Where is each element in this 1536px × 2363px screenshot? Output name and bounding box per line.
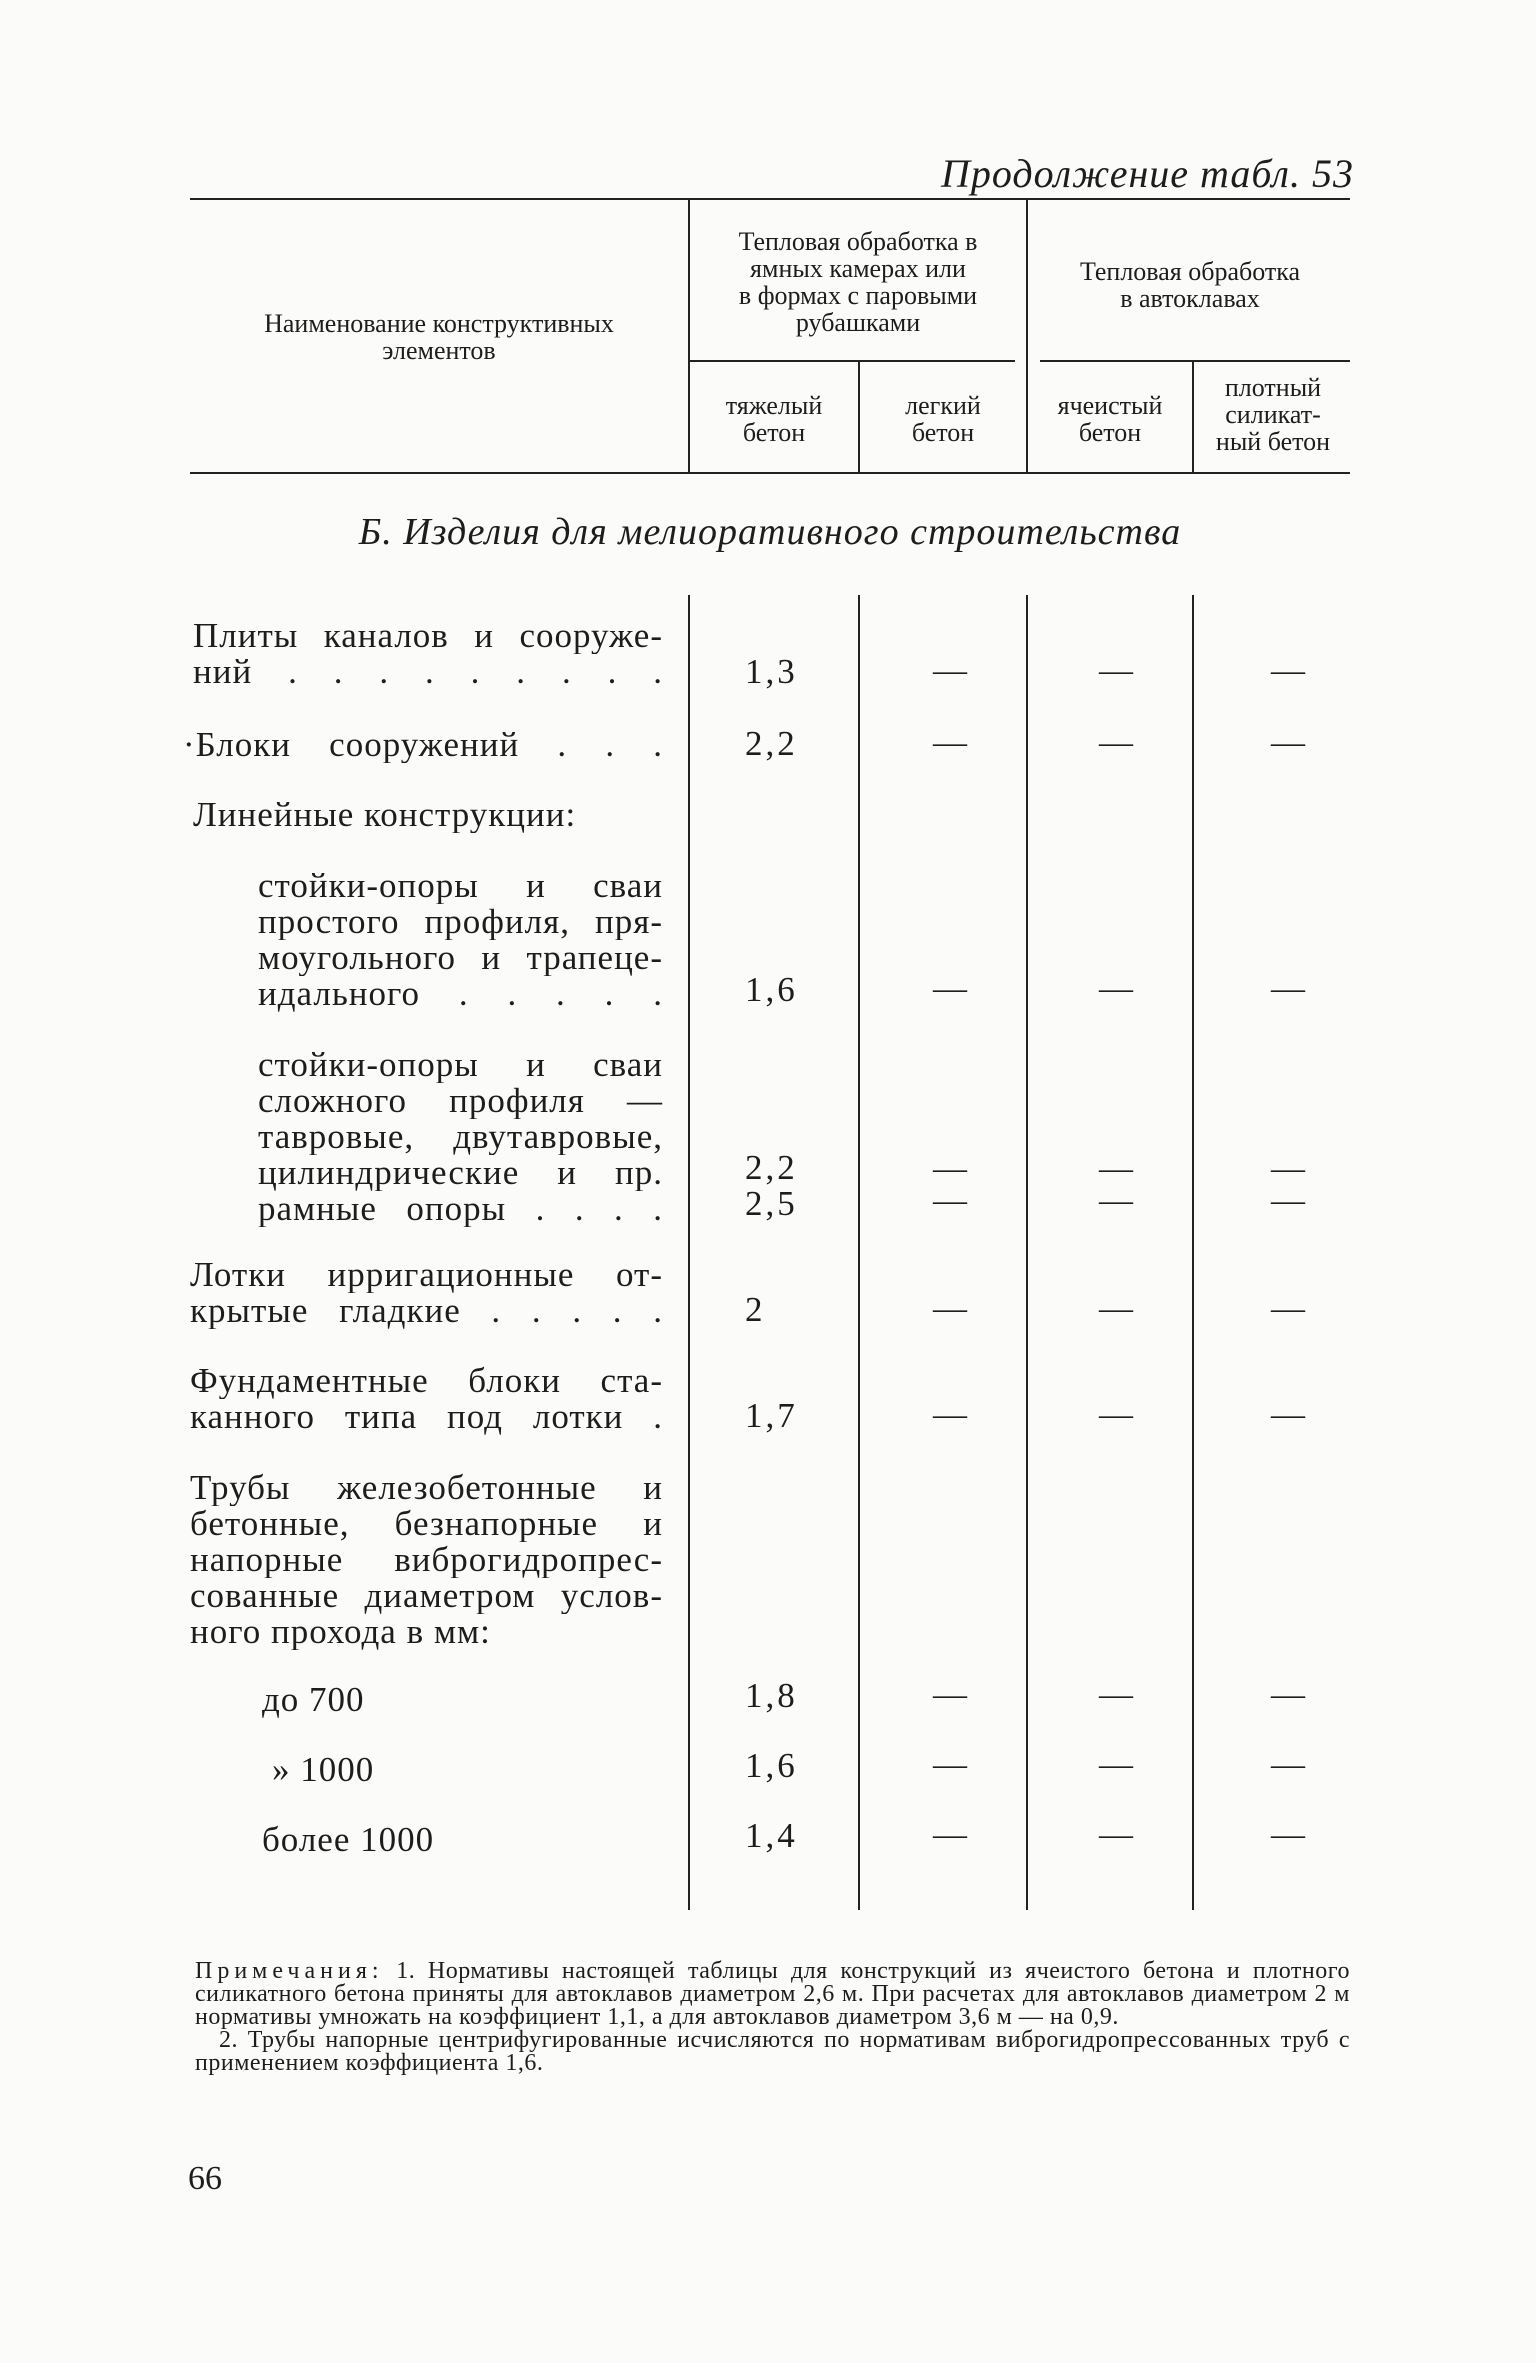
value-foundation-blocks: 1,7	[745, 1396, 798, 1435]
row-name-simple-profile-posts: стойки-опоры и сваи простого профиля, пря- моугольного и трапеце- идального . . . . .	[258, 868, 663, 1012]
row-name-pipes-1000: » 1000	[272, 1752, 375, 1788]
row-name-linear-structures: Линейные конструкции:	[193, 797, 577, 833]
value-complex-profile-posts: 2,2	[745, 1148, 798, 1187]
section-title: Б. Изделия для мелиоративного строительства	[358, 511, 1182, 553]
dash-foundation-blocks-dense: —	[1271, 1396, 1305, 1433]
header-sub-rule-right	[1040, 360, 1350, 362]
dash-structure-blocks-cellular: —	[1099, 724, 1133, 761]
header-divider-4	[1192, 362, 1194, 472]
header-top-rule	[190, 198, 1350, 200]
row-name-concrete-pipes: Трубы железобетонные и бетонные, безнапорные и напорные виброгидропрес- сованные диаметром услов- ного прохода в мм:	[190, 1470, 663, 1650]
note-2-text: 2. Трубы напорные центрифугированные исчисляются по нормативам виброгидропрессованных труб с применением коэффициента 1,6.	[195, 2027, 1350, 2076]
dash-pipes-over-1000-cellular: —	[1099, 1816, 1133, 1853]
table-continuation-caption: Продолжение табл. 53	[940, 151, 1354, 196]
row-name-foundation-blocks: Фундаментные блоки ста- канного типа под лотки .	[190, 1363, 663, 1435]
dash-simple-profile-dense: —	[1271, 970, 1305, 1007]
dash-irrigation-trays-cellular: —	[1099, 1290, 1133, 1327]
header-cellular-concrete: ячеистый бетон	[1057, 391, 1163, 447]
dash-pipes-700-dense: —	[1271, 1676, 1305, 1713]
row-name-complex-profile-posts: стойки-опоры и сваи сложного профиля — тавровые, двутавровые, цилиндрические и пр. рамные опоры . . . .	[258, 1047, 663, 1227]
header-group-steam-chambers: Тепловая обработка в ямных камерах или в формах с паровыми рубашками	[738, 227, 978, 337]
header-divider-2	[858, 362, 860, 472]
header-group-autoclaves: Тепловая обработка в автоклавах	[1079, 257, 1301, 313]
page-number: 66	[188, 2160, 222, 2197]
value-simple-profile-posts: 1,6	[745, 970, 798, 1009]
value-pipes-over-1000: 1,4	[745, 1816, 798, 1855]
dash-irrigation-trays-dense: —	[1271, 1290, 1305, 1327]
header-divider-3	[1026, 200, 1028, 472]
dash-structure-blocks-light: —	[933, 724, 967, 761]
dash-pipes-1000-cellular: —	[1099, 1746, 1133, 1783]
dash-frame-supports-dense: —	[1271, 1182, 1305, 1219]
header-name-column: Наименование конструктивных элементов	[264, 309, 614, 365]
value-pipes-1000: 1,6	[745, 1746, 798, 1785]
dash-pipes-over-1000-light: —	[933, 1816, 967, 1853]
header-sub-rule-left	[690, 360, 1015, 362]
dash-frame-supports-light: —	[933, 1182, 967, 1219]
value-irrigation-trays: 2	[745, 1290, 766, 1329]
header-bottom-rule	[190, 472, 1350, 474]
body-divider-4	[1192, 595, 1194, 1910]
body-divider-3	[1026, 595, 1028, 1910]
header-light-concrete: легкий бетон	[905, 391, 981, 447]
row-name-pipes-up-to-700: до 700	[262, 1682, 365, 1718]
row-name-channel-slabs: Плиты каналов и сооруже- ний . . . . . . . . .	[193, 618, 663, 690]
dash-channel-slabs-cellular: —	[1099, 652, 1133, 689]
body-divider-2	[858, 595, 860, 1910]
dash-pipes-700-cellular: —	[1099, 1676, 1133, 1713]
dash-complex-profile-cellular: —	[1099, 1150, 1133, 1187]
note-1-text: 1. Нормативы настоящей таблицы для конструкций из ячеистого бетона и плотного силикатного бетона приняты для автоклавов диаметром 2,6 м. При расчетах для автоклавов диаметром 2 м нормативы умножать на коэффициент 1,1, а для автоклавов диаметром 3,6 м — на 0,9.	[195, 1958, 1350, 2030]
dash-pipes-over-1000-dense: —	[1271, 1816, 1305, 1853]
row-name-irrigation-trays: Лотки ирригационные от- крытые гладкие . . . . .	[190, 1257, 663, 1329]
value-structure-blocks: 2,2	[745, 724, 798, 763]
note-2	[195, 2029, 1350, 2075]
dash-irrigation-trays-light: —	[933, 1290, 967, 1327]
dash-complex-profile-dense: —	[1271, 1150, 1305, 1187]
dash-foundation-blocks-light: —	[933, 1396, 967, 1433]
dash-structure-blocks-dense: —	[1271, 724, 1305, 761]
dash-channel-slabs-light: —	[933, 652, 967, 689]
header-dense-silicate-concrete: плотный силикат- ный бетон	[1215, 373, 1331, 456]
dash-simple-profile-light: —	[933, 970, 967, 1007]
dash-pipes-1000-dense: —	[1271, 1746, 1305, 1783]
dash-complex-profile-light: —	[933, 1150, 967, 1187]
row-name-pipes-over-1000: более 1000	[262, 1822, 435, 1858]
dash-frame-supports-cellular: —	[1099, 1182, 1133, 1219]
dash-foundation-blocks-cellular: —	[1099, 1396, 1133, 1433]
header-heavy-concrete: тяжелый бетон	[725, 391, 823, 447]
note-1	[195, 1960, 1350, 2029]
dash-channel-slabs-dense: —	[1271, 652, 1305, 689]
header-divider-1	[688, 200, 690, 472]
value-pipes-up-to-700: 1,8	[745, 1676, 798, 1715]
value-channel-slabs: 1,3	[745, 652, 798, 691]
dash-pipes-700-light: —	[933, 1676, 967, 1713]
value-frame-supports: 2,5	[745, 1184, 798, 1223]
dash-pipes-1000-light: —	[933, 1746, 967, 1783]
body-divider-1	[688, 595, 690, 1910]
notes-label: Примечания:	[195, 1958, 384, 1984]
row-name-structure-blocks: ·Блоки сооружений . . .	[183, 727, 663, 763]
table-notes	[195, 1960, 1350, 2075]
dash-simple-profile-cellular: —	[1099, 970, 1133, 1007]
